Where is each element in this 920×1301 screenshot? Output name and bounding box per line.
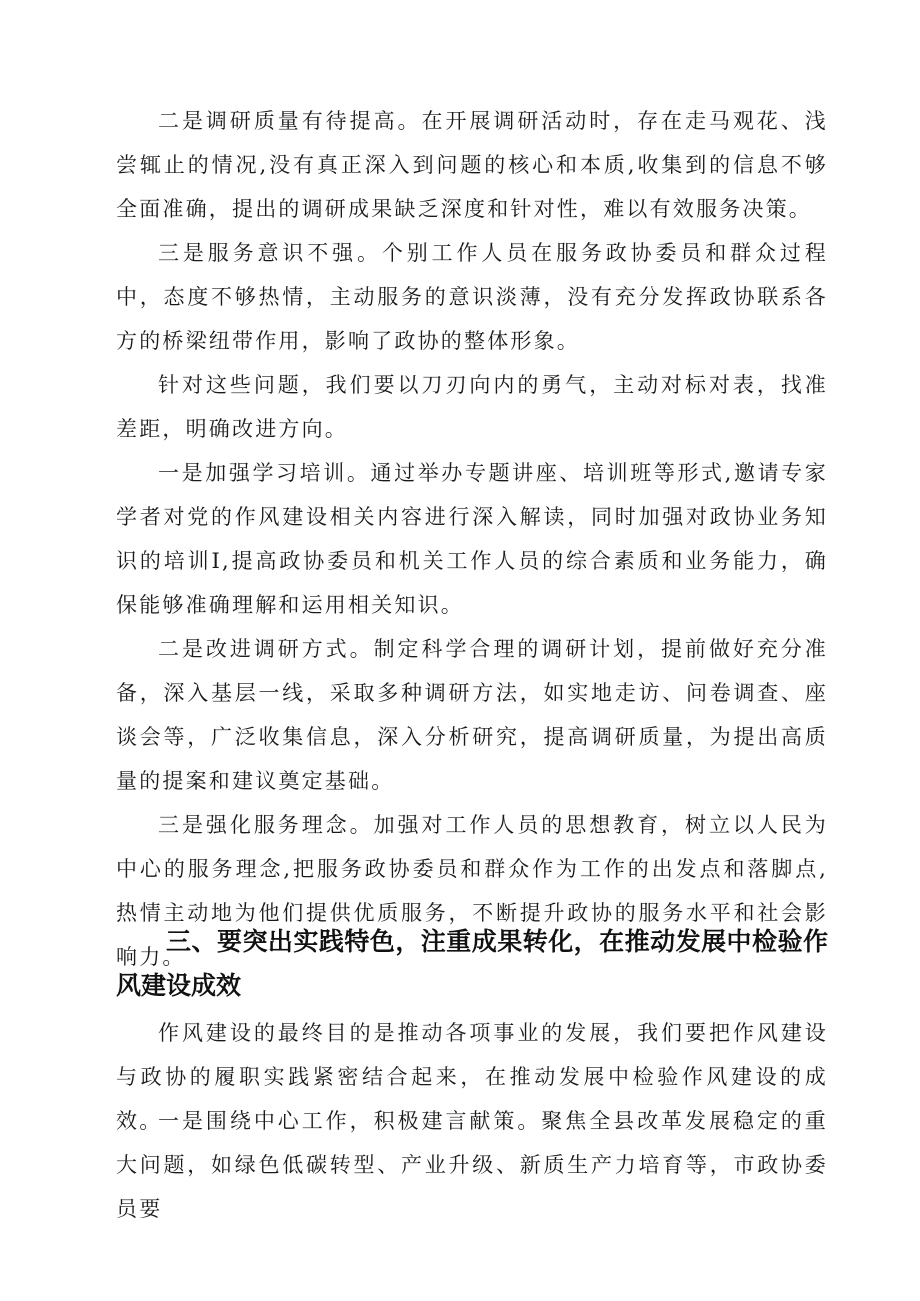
- paragraph-service-awareness: 三是服务意识不强。个别工作人员在服务政协委员和群众过程中，态度不够热情，主动服务的意识淡薄，没有充分发挥政协联系各方的桥梁纽带作用，影响了政协的整体形象。: [116, 241, 828, 353]
- paragraph-strengthen-training: 一是加强学习培训。通过举办专题讲座、培训班等形式,邀请专家学者对党的作风建设相关内容进行深入解读，同时加强对政协业务知识的培训I,提高政协委员和机关工作人员的综合素质和业务能力，确保能够准确理解和运用相关知识。: [116, 461, 828, 617]
- section-heading: 三、要突出实践特色，注重成果转化，在推动发展中检验作风建设成效: [116, 927, 828, 1000]
- paragraph-improve-research: 二是改进调研方式。制定科学合理的调研计划，提前做好充分准备，深入基层一线，采取多种调研方法，如实地走访、问卷调查、座谈会等，广泛收集信息，深入分析研究，提高调研质量，为提出高质量的提案和建议奠定基础。: [116, 637, 828, 793]
- paragraph-section-intro: 作风建设的最终目的是推动各项事业的发展，我们要把作风建设与政协的履职实践紧密结合起来，在推动发展中检验作风建设的成效。: [116, 1021, 828, 1133]
- paragraph-service-philosophy: 三是强化服务理念。加强对工作人员的思想教育，树立以人民为中心的服务理念,把服务政协委员和群众作为工作的出发点和落脚点,热情主动地为他们提供优质服务，不断提升政协的服务水平和社会影响力。: [116, 813, 828, 969]
- paragraph-central-work: 一是围绕中心工作，积极建言献策。聚焦全县改革发展稳定的重大问题，如绿色低碳转型、产业升级、新质生产力培育等，市政协委员要: [116, 1109, 828, 1221]
- paragraph-address-problems: 针对这些问题，我们要以刀刃向内的勇气，主动对标对表，找准差距，明确改进方向。: [116, 373, 828, 441]
- paragraph-research-quality: 二是调研质量有待提高。在开展调研活动时，存在走马观花、浅尝辄止的情况,没有真正深入到问题的核心和本质,收集到的信息不够全面准确，提出的调研成果缺乏深度和针对性，难以有效服务决策。: [116, 109, 828, 221]
